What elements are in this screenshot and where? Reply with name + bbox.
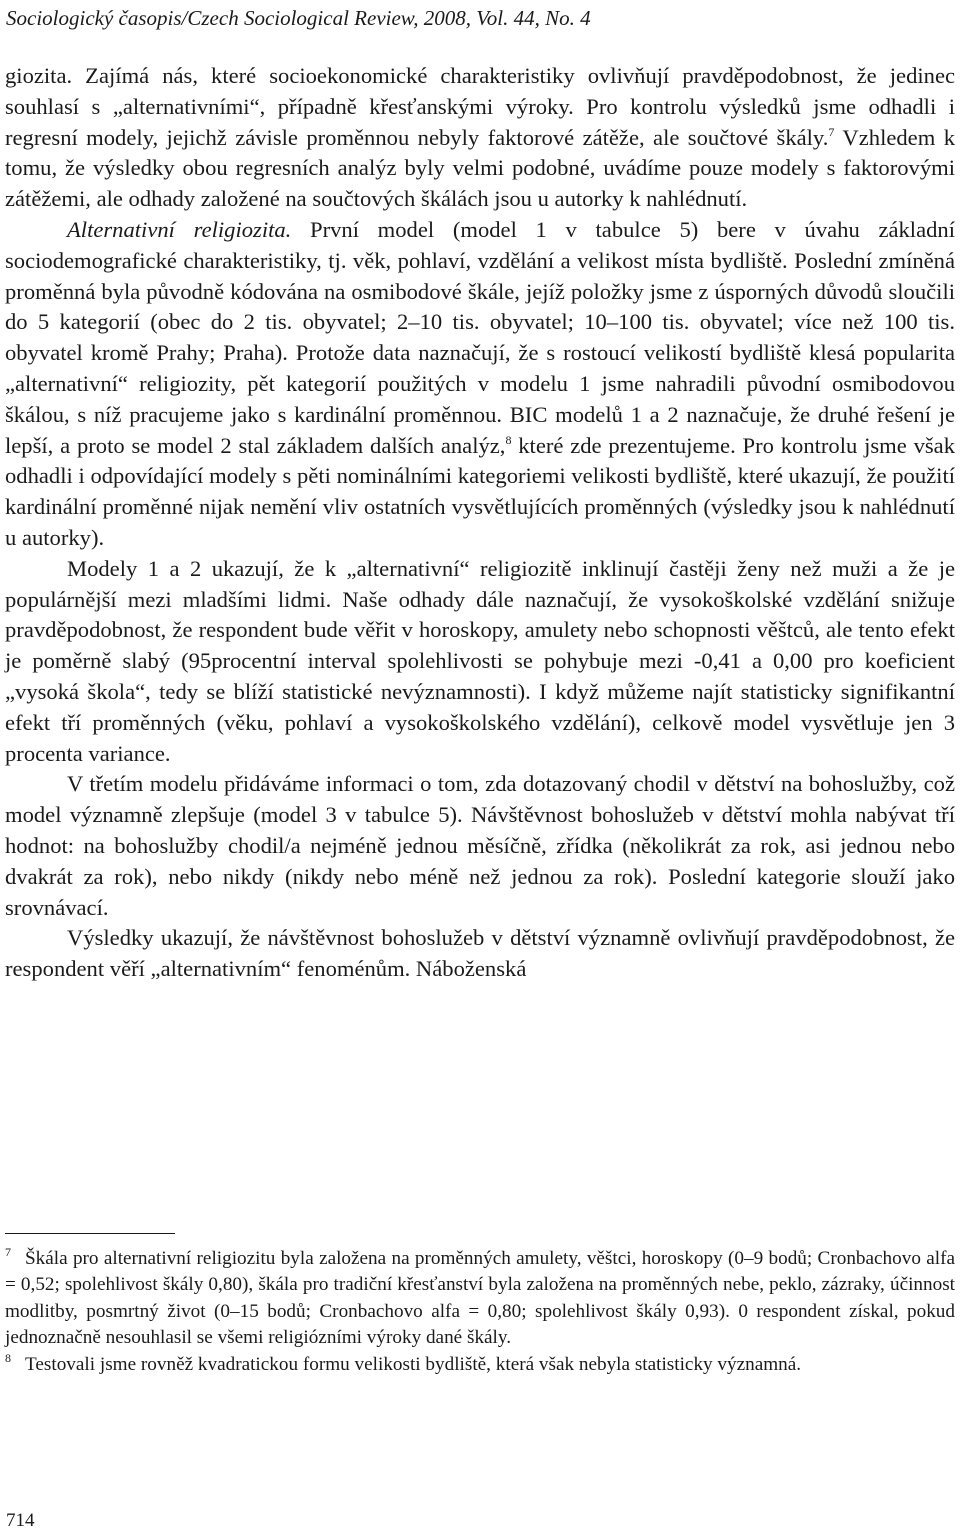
paragraph-3: Modely 1 a 2 ukazují, že k „alternativní“ religiozitě inklinují častěji ženy než muži a že je populárnější mezi mladšími lidmi. Naše odhady dále naznačují, že vysokoškolské vzdělání snižuje pravděpodobnost, že respondent bude věřit v horoskopy, amulety nebo schopnosti věštců, ale tento efekt je poměrně slabý (95procentní interval spolehlivosti se pohybuje mezi -0,41 a 0,00 pro koeficient „vysoká škola“, tedy se blíží statistické nevýznamnosti). I když můžeme najít statisticky signifikantní efekt tří proměnných (věku, pohlaví a vysokoškolského vzdělání), celkově model vysvětluje jen 3 procenta variance. [5,555,955,766]
paragraph-1 [5,61,955,215]
footnote-text: Škála pro alternativní religiozitu byla založena na proměnných amulety, věštci, horoskopy (0–9 bodů; Cronbachovo alfa = 0,52; spolehlivost škály 0,80), škála pro tradiční křesťanství byla založena na proměnných nebe, peklo, zázraky, účinnost modlitby, posmrtný život (0–15 bodů; Cronbachovo alfa = 0,80; spolehlivost škály 0,93). 0 respondent získal, pokud jednoznačně nesouhlasil se všemi religiózními výroky dané škály. [5,1248,955,1349]
paragraph-4: V třetím modelu přidáváme informaci o tom, zda dotazovaný chodil v dětství na bohoslužby, což model významně zlepšuje (model 3 v tabulce 5). Návštěvnost bohoslužeb v dětství mohla nabývat tří hodnot: na bohoslužby chodil/a nejméně jednou měsíčně, zřídka (několikrát za rok, asi jednou nebo dvakrát za rok), nebo nikdy (nikdy nebo méně než jednou za rok). Poslední kategorie slouží jako srovnávací. [5,771,955,920]
footnote-reference-8: 8 [505,432,512,447]
paragraph-text: První model (model 1 v tabulce 5) bere v úvahu základní sociodemografické charakteristiky, tj. věk, pohlaví, vzdělání a velikost místa bydliště. Poslední zmíněná proměnná byla původně kódována na osmibodové škále, jejíž položky jsme z úsporných důvodů sloučili do 5 kategorií (obec do 2 tis. obyvatel; 2–10 tis. obyvatel; 10–100 tis. obyvatel; více než 100 tis. obyvatel kromě Prahy; Praha). Protože data naznačují, že s rostoucí velikostí bydliště klesá popularita „alternativní“ religiozity, pět kategorií použitých v modelu 1 jsme nahradili původní osmibodovou škálou, s níž pracujeme jako s kardinální proměnnou. BIC modelů 1 a 2 naznačuje, že druhé řešení je lepší, a proto se model 2 stal základem dalších analýz, [5,216,955,458]
footnote-separator-rule [5,1233,175,1234]
footnote-reference-7: 7 [828,124,835,139]
footnote-7: 7 Škála pro alternativní religiozitu byla založena na proměnných amulety, věštci, horoskopy (0–9 bodů; Cronbachovo alfa = 0,52; spolehlivost škály 0,80), škála pro tradiční křesťanství byla založena na proměnných nebe, peklo, zázraky, účinnost modlitby, posmrtný život (0–15 bodů; Cronbachovo alfa = 0,80; spolehlivost škály 0,93). 0 respondent získal, pokud jednoznačně nesouhlasil se všemi religiózními výroky dané škály. [5,1245,955,1349]
footnote-text: Testovali jsme rovněž kvadratickou formu velikosti bydliště, která však nebyla statisticky významná. [25,1353,802,1375]
footnote-8: 8 Testovali jsme rovněž kvadratickou formu velikosti bydliště, která však nebyla statisticky významná. [5,1350,802,1375]
section-run-in-heading: Alternativní religiozita. [67,216,292,242]
paragraph-text: giozita. Zajímá nás, které socioekonomické charakteristiky ovlivňují pravděpodobnost, že jedinec souhlasí s „alternativními“, případně křesťanskými výroky. Pro kontrolu výsledků jsme odhadli i regresní modely, jejichž závisle proměnnou nebyly faktorové zátěže, ale součtové škály. [5,63,955,150]
paragraph-text: které zde prezentujeme. Pro kontrolu jsme však odhadli i odpovídající modely s pěti nominálními kategoriemi velikosti bydliště, které ukazují, že použití kardinální proměnné nijak nemění vliv ostatních vysvětlujících proměnných (výsledky jsou k nahlédnutí u autorky). [5,432,955,550]
page-number: 714 [6,1510,35,1531]
body-text [5,61,955,985]
footnotes [5,1246,955,1378]
paragraph-5: Výsledky ukazují, že návštěvnost bohoslužeb v dětství významně ovlivňují pravděpodobnost, že respondent věří „alternativním“ fenoménům. Náboženská [5,925,955,982]
paragraph-2 [5,215,955,554]
paragraph-text: Vzhledem k tomu, že výsledky obou regresních analýz byly velmi podobné, uvádíme pouze modely s faktorovými zátěžemi, ale odhady založené na součtových škálách jsou u autorky k nahlédnutí. [5,124,955,212]
running-header: Sociologický časopis/Czech Sociological Review, 2008, Vol. 44, No. 4 [6,6,591,30]
